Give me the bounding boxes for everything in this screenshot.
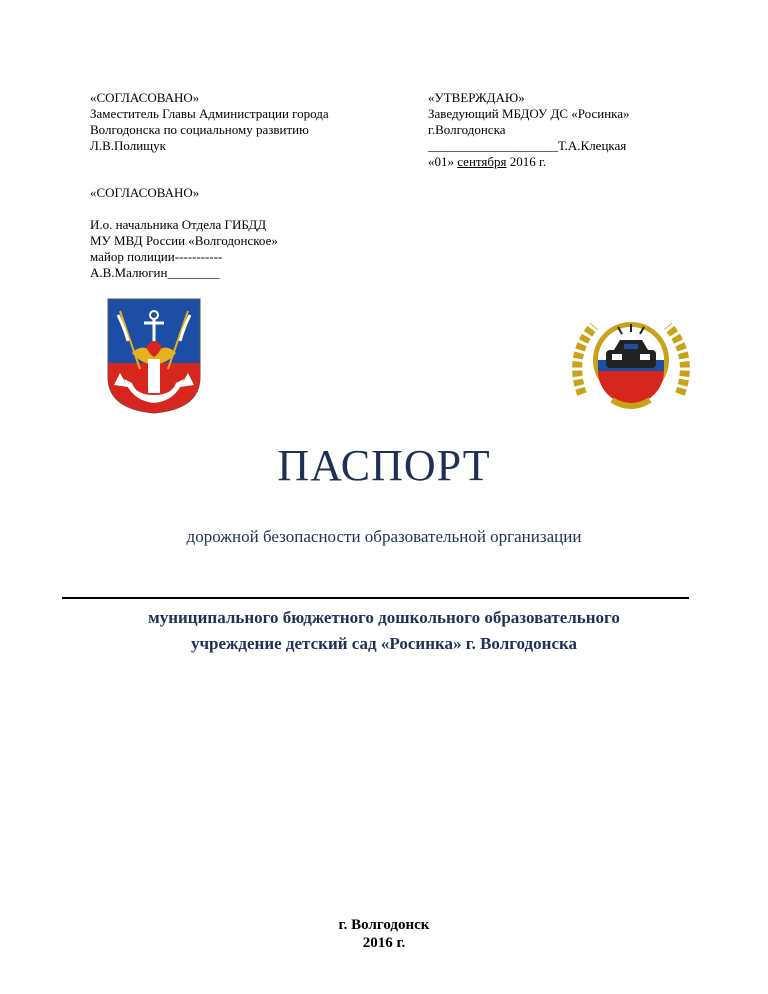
organization-name: [0, 605, 768, 657]
gibdd-emblem-icon: [572, 310, 690, 416]
footer-city: г. Волгодонск: [338, 917, 430, 933]
right-approval-signature: ____________________Т.А.Клецкая: [428, 138, 627, 153]
right-approval-heading: «УТВЕРЖДАЮ»: [428, 90, 525, 105]
gibdd-approval-line2: МУ МВД России «Волгодонское»: [90, 233, 278, 248]
right-approval-date: [428, 154, 630, 170]
right-approval-line2: г.Волгодонска: [428, 122, 506, 137]
right-approval-block: [428, 90, 630, 170]
left-approval-heading: «СОГЛАСОВАНО»: [90, 90, 200, 105]
gibdd-approval-block: [90, 185, 278, 281]
gibdd-approval-line4: А.В.Малюгин________: [90, 265, 220, 280]
organization-name-line1: муниципального бюджетного дошкольного образовательного: [148, 608, 620, 627]
left-approval-line2: Волгодонска по социальному развитию: [90, 122, 309, 137]
right-approval-line1: Заведующий МБДОУ ДС «Росинка»: [428, 106, 630, 121]
gibdd-approval-line3: майор полиции-----------: [90, 249, 223, 264]
page-subtitle: дорожной безопасности образовательной организации: [186, 527, 582, 546]
date-day: «01»: [428, 154, 454, 169]
date-month: сентября: [457, 154, 507, 169]
volgodonsk-coat-of-arms-icon: [106, 297, 202, 415]
gibdd-approval-line1: И.о. начальника Отдела ГИБДД: [90, 217, 267, 232]
gibdd-approval-heading: «СОГЛАСОВАНО»: [90, 185, 200, 200]
left-approval-line3: Л.В.Полищук: [90, 138, 166, 153]
left-approval-block: [90, 90, 329, 154]
left-approval-line1: Заместитель Главы Администрации города: [90, 106, 329, 121]
horizontal-divider: [62, 597, 689, 599]
page-title: ПАСПОРТ: [277, 441, 491, 490]
organization-name-line2: учреждение детский сад «Росинка» г. Волгодонска: [190, 634, 578, 653]
footer-year: 2016 г.: [362, 935, 406, 951]
date-year: 2016 г.: [509, 154, 547, 169]
footer: [0, 916, 768, 952]
